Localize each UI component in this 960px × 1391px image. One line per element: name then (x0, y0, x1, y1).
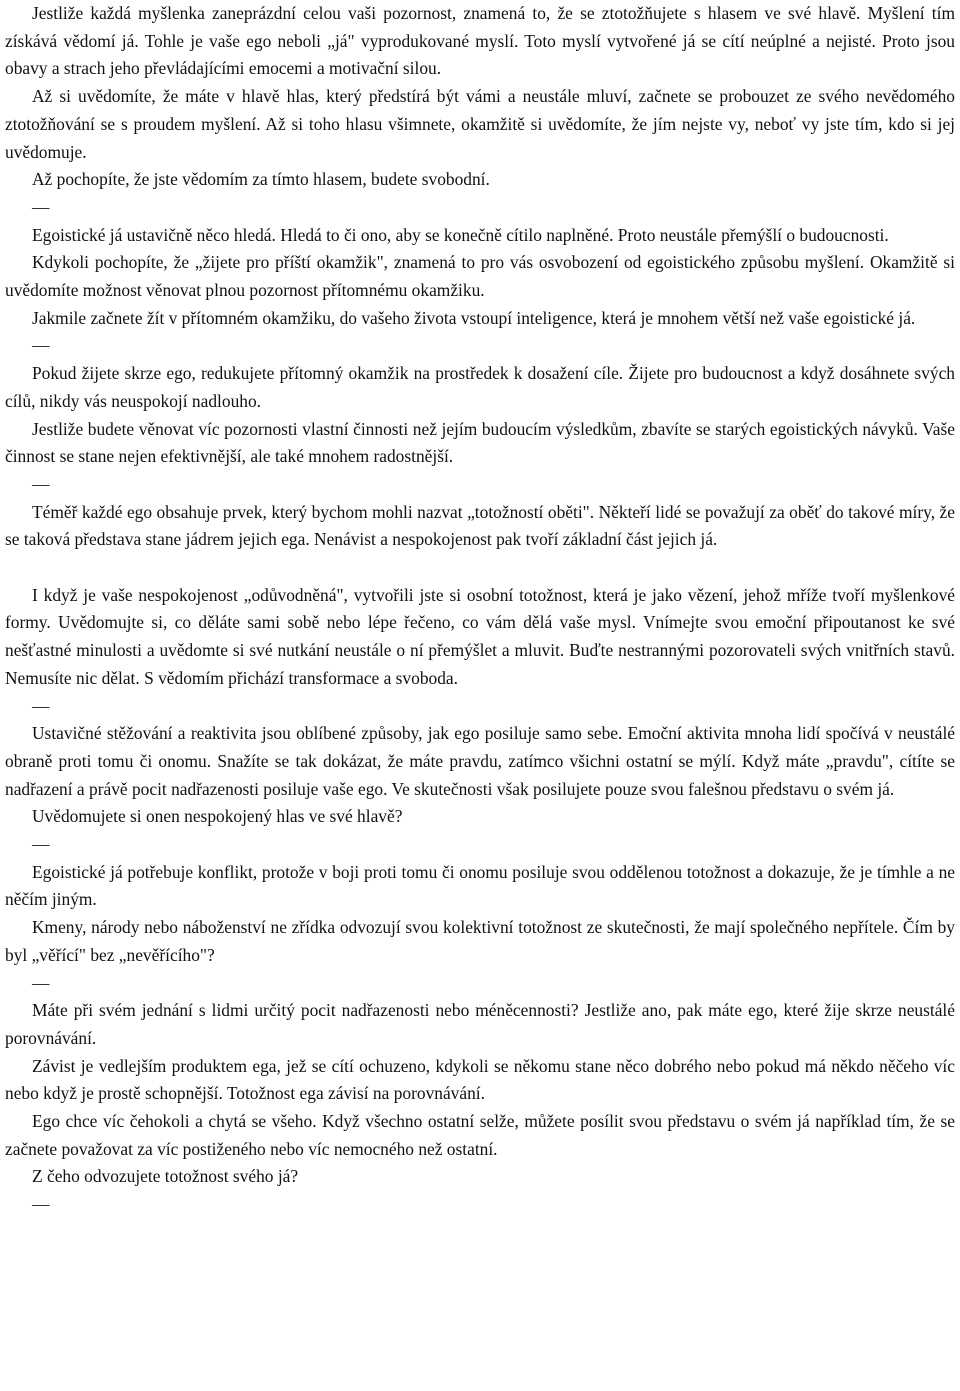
section-separator: — (32, 695, 50, 716)
section-separator: — (32, 196, 50, 217)
paragraph: Ustavičné stěžování a reaktivita jsou oblíbené způsoby, jak ego posiluje samo sebe. Emoční aktivita mnoha lidí spočívá v neustálé obraně proti tomu či onomu. Snažíte se tak dokázat, že máte pravdu, zatímco všichni ostatní se mýlí. Když máte „pravdu", cítíte se nadřazení a právě pocit nadřazenosti posiluje vaše ego. Ve skutečnosti však posilujete pouze svou falešnou představu o svém já. (5, 723, 955, 799)
paragraph: Kmeny, národy nebo náboženství ne zřídka odvozují svou kolektivní totožnost ze skutečnosti, že mají společného nepřítele. Čím by byl „věřící" bez „nevěřícího"? (5, 917, 955, 965)
paragraph: Až pochopíte, že jste vědomím za tímto hlasem, budete svobodní. (32, 169, 490, 190)
paragraph: Téměř každé ego obsahuje prvek, který bychom mohli nazvat „totožností oběti". Někteří lidé se považují za oběť do takové míry, že se taková představa stane jádrem jejich ega. Nenávist a nespokojenost pak tvoří základní část jejich já. (5, 501, 955, 550)
paragraph: Z čeho odvozujete totožnost svého já? (32, 1166, 299, 1187)
section-separator: — (32, 335, 50, 356)
paragraph: Závist je vedlejším produktem ega, jež se cítí ochuzeno, kdykoli se někomu stane něco dobrého nebo pokud má někdo něčeho víc nebo když je prostě schopnější. Totožnost ega závisí na porovnávání. (5, 1055, 955, 1104)
paragraph: Egoistické já potřebuje konflikt, protože v boji proti tomu či onomu posiluje svou oddělenou totožnost a dokazuje, že je tímhle a ne něčím jiným. (5, 861, 955, 910)
paragraph: Uvědomujete si onen nespokojený hlas ve své hlavě? (32, 806, 403, 827)
paragraph: Jestliže každá myšlenka zaneprázdní celou vaši pozornost, znamená to, že se ztotožňujete s hlasem ve své hlavě. Myšlení tím získává vědomí já. Tohle je vaše ego neboli „já" vyprodukované myslí. Toto myslí vytvořené já se cítí neúplné a nejisté. Proto jsou obavy a strach jeho převládajícími emocemi a motivační silou. (5, 3, 955, 79)
section-separator: — (32, 1194, 50, 1215)
section-separator: — (32, 834, 50, 855)
section-separator: — (32, 972, 50, 993)
paragraph: Ego chce víc čehokoli a chytá se všeho. Když všechno ostatní selže, můžete posílit svou představu o svém já například tím, že se začnete považovat za víc postiženého nebo víc nemocného než ostatní. (5, 1111, 955, 1159)
paragraph: I když je vaše nespokojenost „odůvodněná", vytvořili jste si osobní totožnost, která je jako vězení, jehož mříže tvoří myšlenkové formy. Uvědomujte si, co děláte sami sobě nebo lépe řečeno, co vám dělá vaše mysl. Vnímejte svou emoční připoutanost ke své nešťastné minulosti a uvědomte si své nutkání neustále o ní přemýšlet a mluvit. Buďte nestrannými pozorovateli svých vnitřních stavů. Nemusíte nic dělat. S vědomím přichází transformace a svoboda. (5, 584, 955, 688)
paragraph: Až si uvědomíte, že máte v hlavě hlas, který předstírá být vámi a neustále mluví, začnete se probouzet ze svého nevědomého ztotožňování se s proudem myšlení. Až si toho hlasu všimnete, okamžitě si uvědomíte, že jím nejste vy, neboť vy jste tím, kdo si jej uvědomuje. (5, 86, 955, 162)
paragraph: Pokud žijete skrze ego, redukujete přítomný okamžik na prostředek k dosažení cíle. Žijete pro budoucnost a když dosáhnete svých cílů, nikdy vás neuspokojí nadlouho. (5, 363, 955, 411)
paragraph: Jestliže budete věnovat víc pozornosti vlastní činnosti než jejím budoucím výsledkům, zbavíte se starých egoistických návyků. Vaše činnost se stane nejen efektivnější, ale také mnohem radostnější. (5, 418, 955, 467)
blank-line (5, 554, 955, 582)
paragraph: Jakmile začnete žít v přítomném okamžiku, do vašeho života vstoupí inteligence, která je mnohem větší než vaše egoistické já. (32, 307, 916, 328)
paragraph: Máte při svém jednání s lidmi určitý pocit nadřazenosti nebo méněcennosti? Jestliže ano, pak máte ego, které žije skrze neustálé porovnávání. (5, 1000, 955, 1048)
paragraph: Egoistické já ustavičně něco hledá. Hledá to či ono, aby se konečně cítilo naplněné. Proto neustále přemýšlí o budoucnosti. (32, 224, 889, 245)
section-separator: — (32, 473, 50, 494)
paragraph: Kdykoli pochopíte, že „žijete pro příští okamžik", znamená to pro vás osvobození od egoistického způsobu myšlení. Okamžitě si uvědomíte možnost věnovat plnou pozornost přítomnému okamžiku. (5, 252, 955, 301)
